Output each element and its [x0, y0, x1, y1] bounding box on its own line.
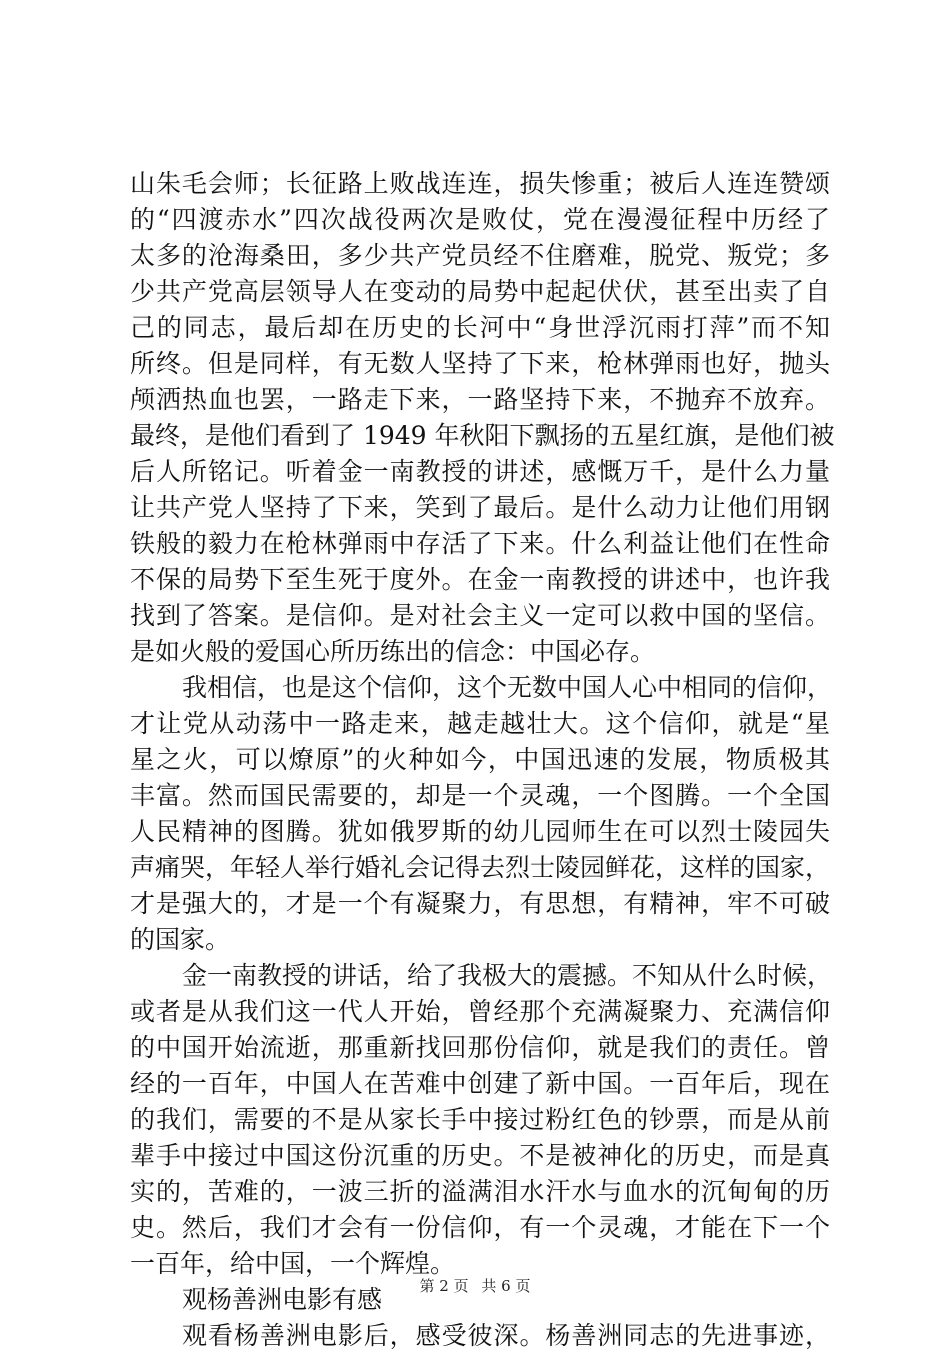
page-total: 共 6 页 [481, 1277, 531, 1295]
body-text-line: 让共产党人坚持了下来，笑到了最后。是什么动力让他们用钢 [130, 493, 830, 522]
page-footer [0, 1275, 950, 1296]
body-text-line: 观杨善洲电影有感 [182, 1285, 383, 1314]
document-body [130, 166, 835, 1354]
body-text-line: 是如火般的爱国心所历练出的信念：中国必存。 [130, 637, 656, 666]
body-text-line: 颅洒热血也罢，一路走下来，一路坚持下来，不抛弃不放弃。 [130, 385, 830, 414]
body-text-line: 经的一百年，中国人在苦难中创建了新中国。一百年后，现在 [130, 1069, 830, 1098]
body-text-line: 后人所铭记。听着金一南教授的讲述，感慨万千，是什么力量 [130, 457, 830, 486]
body-text-line: 的我们，需要的不是从家长手中接过粉红色的钞票，而是从前 [130, 1105, 830, 1134]
body-text-line: 的“四渡赤水”四次战役两次是败仗，党在漫漫征程中历经了 [130, 205, 830, 234]
body-text-line: 的国家。 [130, 925, 231, 954]
body-text-line: 的中国开始流逝，那重新找回那份信仰，就是我们的责任。曾 [130, 1033, 830, 1062]
body-text-line: 辈手中接过中国这份沉重的历史。不是被神化的历史，而是真 [130, 1141, 830, 1170]
body-text-line: 实的，苦难的，一波三折的溢满泪水汗水与血水的沉甸甸的历 [130, 1177, 830, 1206]
body-text-line: 人民精神的图腾。犹如俄罗斯的幼儿园师生在可以烈士陵园失 [130, 817, 830, 846]
body-text-line: 金一南教授的讲话，给了我极大的震撼。不知从什么时候， [182, 961, 833, 990]
body-text-line: 我相信，也是这个信仰，这个无数中国人心中相同的信仰， [182, 673, 833, 702]
body-text-line: 太多的沧海桑田，多少共产党员经不住磨难，脱党、叛党；多 [130, 241, 830, 270]
body-text-line: 才是强大的，才是一个有凝聚力，有思想，有精神，牢不可破 [130, 889, 830, 918]
body-text-line: 己的同志，最后却在历史的长河中“身世浮沉雨打萍”而不知 [130, 313, 830, 342]
page-number: 第 2 页 [419, 1277, 469, 1295]
body-text-line: 少共产党高层领导人在变动的局势中起起伏伏，甚至出卖了自 [130, 277, 830, 306]
body-text-line: 史。然后，我们才会有一份信仰，有一个灵魂，才能在下一个 [130, 1213, 830, 1242]
body-text-line: 才让党从动荡中一路走来，越走越壮大。这个信仰，就是“星 [130, 709, 830, 738]
body-text-line: 或者是从我们这一代人开始，曾经那个充满凝聚力、充满信仰 [130, 997, 830, 1026]
body-text-line: 所终。但是同样，有无数人坚持了下来，枪林弹雨也好，抛头 [130, 349, 830, 378]
body-text-line: 声痛哭，年轻人举行婚礼会记得去烈士陵园鲜花，这样的国家， [130, 853, 831, 882]
body-text-line: 星之火，可以燎原”的火种如今，中国迅速的发展，物质极其 [130, 745, 830, 774]
body-text-line: 丰富。然而国民需要的，却是一个灵魂，一个图腾。一个全国 [130, 781, 830, 810]
body-text-line: 山朱毛会师；长征路上败战连连，损失惨重；被后人连连赞颂 [130, 169, 830, 198]
body-text-line: 找到了答案。是信仰。是对社会主义一定可以救中国的坚信。 [130, 601, 830, 630]
body-text-line: 不保的局势下至生死于度外。在金一南教授的讲述中，也许我 [130, 565, 830, 594]
body-text-line: 最终，是他们看到了 1949 年秋阳下飘扬的五星红旗，是他们被 [130, 421, 835, 450]
body-text-line: 观看杨善洲电影后，感受彼深。杨善洲同志的先进事迹， [182, 1321, 830, 1350]
body-text-line: 铁般的毅力在枪林弹雨中存活了下来。什么利益让他们在性命 [130, 529, 830, 558]
body-text-line: 一百年，给中国，一个辉煌。 [130, 1249, 456, 1278]
